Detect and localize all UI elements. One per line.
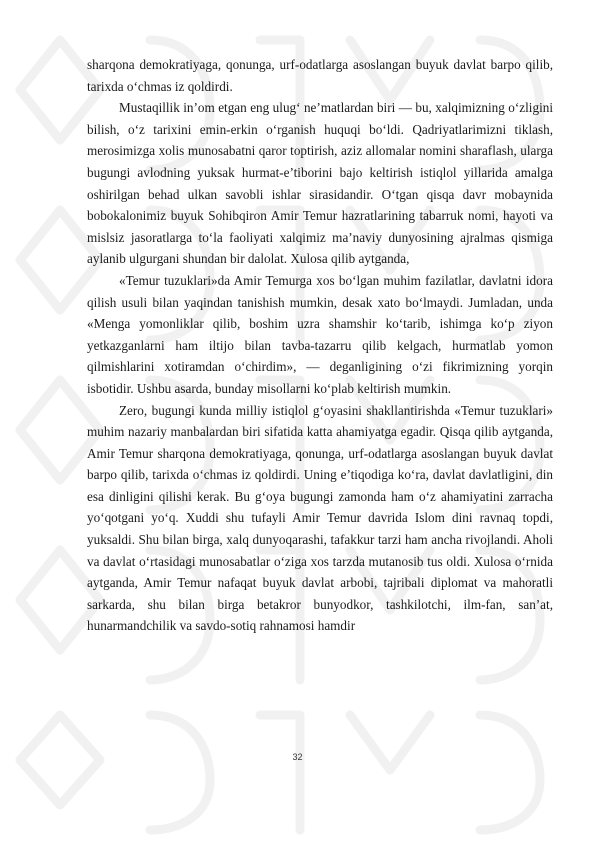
- body-text: [87, 54, 553, 637]
- paragraph-independence: Mustaqillik in’om etgan eng ulug‘ ne’matlardan biri — bu, xalqimizning o‘zligini bilish, o‘z tarixini emin-erkin o‘rganish huquqi bo‘ldi. Qadriyatlarimizni tiklash, merosimizga xolis munosabatni qaror toptirish, aziz allomalar nomini sharaflash, ularga bugungi avlodning yuksak hurmat-e’tiborini bajo keltirish istiqlol yillarida amalga oshirilgan behad ulkan savobli ishlar sirasidandir. O‘tgan qisqa davr mobaynida bobokalonimiz buyuk Sohibqiron Amir Temur hazratlarining tabarruk nomi, hayoti va mislsiz jasoratlarga to‘la faoliyati xalqimiz ma’naviy dunyosining ajralmas qismiga aylanib ulgurgani shundan bir dalolat. Xulosa qilib aytganda,: [87, 100, 553, 267]
- page-number: 32: [292, 752, 303, 762]
- paragraph-conclusion: Zero, bugungi kunda milliy istiqlol g‘oyasini shakllantirishda «Temur tuzuklari» muhim nazariy manbalardan biri sifatida katta ahamiyatga egadir. Qisqa qilib aytganda, Amir Temur sharqona demokratiyaga, qonunga, urf-odatlarga asoslangan buyuk davlat barpo qilib, tarixda o‘chmas iz qoldirdi. Uning e’tiqodiga ko‘ra, davlat davlatligini, din esa dinligini qilishi kerak. Bu g‘oya bugungi zamonda ham o‘z ahamiyatini zarracha yo‘qotgani yo‘q. Xuddi shu tufayli Amir Temur davrida Islom dini ravnaq topdi, yuksaldi. Shu bilan birga, xalq dunyoqarashi, tafakkur tarzi ham ancha rivojlandi. Aholi va davlat o‘rtasidagi munosabatlar o‘ziga xos tarzda mutanosib tus oldi. Xulosa o‘rnida aytganda, Amir Temur nafaqat buyuk davlat arbobi, tajribali diplomat va mahoratli sarkarda, shu bilan birga betakror bunyodkor, tashkilotchi, ilm-fan, san’at, hunarmandchilik va savdo-sotiq rahnamosi hamdir: [87, 402, 553, 634]
- paragraph-continuation: sharqona demokratiyaga, qonunga, urf-odatlarga asoslangan buyuk davlat barpo qilib, tarixda o‘chmas iz qoldirdi.: [87, 57, 553, 94]
- paragraph-temur-tuzuklari: «Temur tuzuklari»da Amir Temurga xos bo‘lgan muhim fazilatlar, davlatni idora qilish usuli bilan yaqindan tanishish mumkin, desak xato bo‘lmaydi. Jumladan, unda «Menga yomonliklar qilib, boshim uzra shamshir ko‘tarib, ishimga ko‘p ziyon yetkazganlarni ham iltijo bilan tavba-tazarru qilib kelgach, hurmatlab yomon qilmishlarini xotiramdan o‘chirdim», — deganligining o‘zi fikrimizning yorqin isbotidir. Ushbu asarda, bunday misollarni ko‘plab keltirish mumkin.: [87, 272, 553, 396]
